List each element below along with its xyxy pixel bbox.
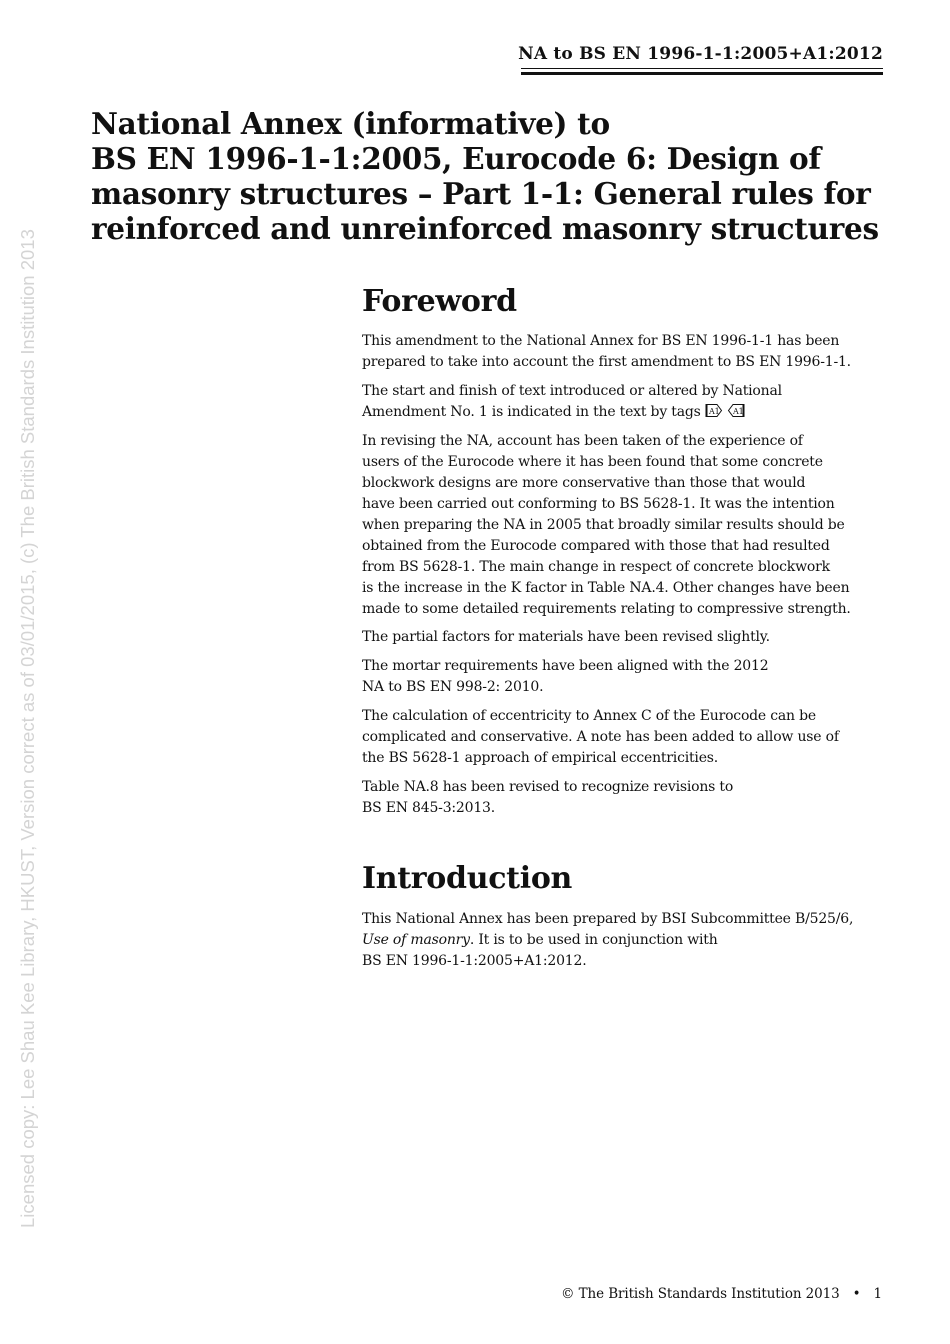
- text-line: The calculation of eccentricity to Annex C of the Eurocode can be: [362, 708, 816, 724]
- publication-title: Use of masonry: [362, 932, 470, 948]
- tag-end-label: A1: [733, 407, 744, 416]
- text-line: users of the Eurocode where it has been found that some concrete: [362, 454, 823, 470]
- text-line: The partial factors for materials have been revised slightly.: [362, 629, 770, 645]
- footer-separator: •: [852, 1286, 861, 1302]
- title-line: reinforced and unreinforced masonry structures: [91, 211, 879, 246]
- text-line: obtained from the Eurocode compared with those that had resulted: [362, 538, 830, 554]
- text-line: Table NA.8 has been revised to recognize revisions to: [362, 779, 734, 795]
- text-line: BS EN 845-3:2013.: [362, 800, 496, 816]
- text-line: have been carried out conforming to BS 5628-1. It was the intention: [362, 496, 835, 512]
- title-line: masonry structures – Part 1-1: General rules for: [91, 176, 871, 211]
- text-line: This amendment to the National Annex for BS EN 1996-1-1 has been: [362, 333, 840, 349]
- foreword-paragraph-7: [362, 777, 887, 819]
- amendment-start-tag-icon: [705, 403, 723, 425]
- text-line: from BS 5628-1. The main change in respect of concrete blockwork: [362, 559, 830, 575]
- text-line-content: Amendment No. 1 is indicated in the text by tags: [362, 404, 701, 420]
- text-line: blockwork designs are more conservative than those that would: [362, 475, 806, 491]
- text-line: NA to BS EN 998-2: 2010.: [362, 679, 544, 695]
- foreword-paragraph-1: [362, 331, 887, 373]
- document-title: [91, 106, 891, 246]
- standard-reference: NA to BS EN 1996-1-1:2005+A1:2012: [518, 44, 883, 64]
- page-footer: [561, 1286, 882, 1302]
- text-line: [362, 930, 887, 951]
- text-line: complicated and conservative. A note has been added to allow use of: [362, 729, 839, 745]
- tag-start-label: A1: [708, 407, 720, 416]
- text-line: In revising the NA, account has been taken of the experience of: [362, 433, 803, 449]
- copyright-notice: © The British Standards Institution 2013: [561, 1286, 840, 1302]
- title-line: National Annex (informative) to: [91, 106, 610, 141]
- text-line: BS EN 1996-1-1:2005+A1:2012.: [362, 953, 587, 969]
- text-line: the BS 5628-1 approach of empirical eccentricities.: [362, 750, 719, 766]
- text-line-content: . It is to be used in conjunction with: [469, 932, 718, 948]
- text-line: The start and finish of text introduced or altered by National: [362, 383, 782, 399]
- header-rule-thin: [521, 68, 883, 69]
- page-number: 1: [873, 1286, 882, 1302]
- text-line: when preparing the NA in 2005 that broadly similar results should be: [362, 517, 845, 533]
- text-line: is the increase in the K factor in Table NA.4. Other changes have been: [362, 580, 850, 596]
- foreword-paragraph-6: [362, 706, 887, 769]
- foreword-paragraph-2: [362, 381, 887, 425]
- title-line: BS EN 1996-1-1:2005, Eurocode 6: Design of: [91, 141, 821, 176]
- introduction-heading: Introduction: [362, 861, 573, 896]
- license-watermark: Licensed copy: Lee Shau Kee Library, HKUST, Version correct as of 03/01/2015, (c) The British Standards Institution 2013: [17, 229, 38, 1228]
- text-line: The mortar requirements have been aligned with the 2012: [362, 658, 769, 674]
- foreword-paragraph-3: [362, 431, 887, 620]
- text-line: [362, 402, 887, 425]
- introduction-paragraph: [362, 909, 887, 972]
- text-line: This National Annex has been prepared by BSI Subcommittee B/525/6,: [362, 911, 854, 927]
- text-line: made to some detailed requirements relating to compressive strength.: [362, 601, 851, 617]
- text-line: prepared to take into account the first amendment to BS EN 1996-1-1.: [362, 354, 851, 370]
- foreword-heading: Foreword: [362, 284, 517, 319]
- foreword-paragraph-5: [362, 656, 887, 698]
- header-rule-thick: [521, 72, 883, 75]
- amendment-end-tag-icon: [727, 403, 745, 425]
- foreword-paragraph-4: [362, 627, 887, 648]
